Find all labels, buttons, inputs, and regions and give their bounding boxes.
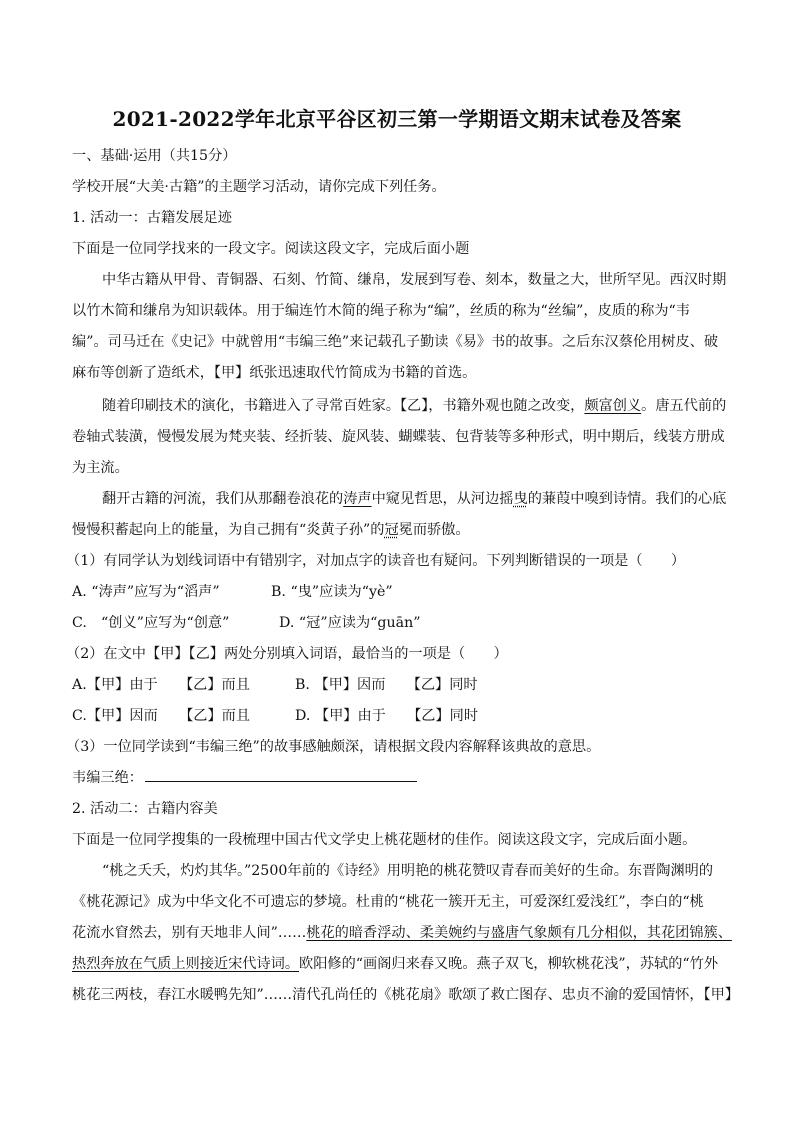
passage-line [72, 521, 742, 539]
passage-line: 以竹木简和缣帛为知识载体。用于编连竹木简的绳子称为“编”，丝质的称为“丝编”，皮质的称为“韦 [72, 303, 690, 319]
passage-text: 花流水窅然去，别有天地非人间”…… [72, 925, 307, 941]
option-a: A.【甲】由于 【乙】而且 [72, 677, 250, 693]
option-d: D. 【甲】由于 【乙】同时 [295, 708, 479, 724]
passage-line: 中华古籍从甲骨、青铜器、石刻、竹简、缣帛，发展到写卷、刻本，数量之大，世所罕见。西汉时期 [102, 272, 727, 288]
passage-text: 。唐五代前的 [641, 398, 727, 414]
passage-line: 《桃花源记》成为中华文化不可遗忘的梦境。杜甫的“桃花一簇开无主，可爱深红爱浅红”，李白的“桃 [72, 894, 704, 910]
passage-line: 编”。司马迁在《史记》中就曾用“韦编三绝”来记载孔子勤读《易》书的故事。之后东汉蔡伦用树皮、破 [72, 334, 719, 350]
option-c: C.【甲】因而 【乙】而且 [72, 708, 251, 724]
passage-text: 慢慢积蓄起向上的能量，为自己拥有“炎黄子孙”的 [72, 522, 385, 538]
passage-line: 麻布等创新了造纸术，【甲】纸张迅速取代竹简成为书籍的首选。 [72, 365, 477, 381]
underlined-sentence: 桃花的暗香浮动、柔美婉约与盛唐气象颇有几分相似，其花团锦簇、 [306, 925, 732, 941]
dotted-character: 冠 [384, 522, 399, 538]
option-d: D. “冠”应读为“guān” [279, 615, 421, 631]
activity2-heading: 2. 活动二：古籍内容美 [72, 801, 218, 817]
underlined-word: 颇富创义 [584, 398, 642, 414]
passage-text: 冕而骄傲。 [398, 522, 470, 538]
passage-line: 为主流。 [72, 460, 129, 476]
underlined-word: 涛声 [343, 491, 372, 507]
answer-label: 韦编三绝： [72, 770, 143, 786]
passage-line [72, 924, 742, 942]
passage-text: 欧阳修的“画阁归来春又晚。燕子双飞，柳软桃花浅”，苏轼的“竹外 [299, 956, 719, 972]
intro-text: 学校开展“大美·古籍”的主题学习活动，请你完成下列任务。 [72, 179, 446, 195]
passage-line: 卷轴式装潢，慢慢发展为梵夹装、经折装、旋风装、蝴蝶装、包背装等多种形式，明中期后，线装方册成 [72, 429, 725, 445]
passage-line [102, 490, 772, 508]
activity1-instruction: 下面是一位同学找来的一段文字。阅读这段文字，完成后面小题 [72, 241, 470, 257]
page-title: 2021-2022学年北京平谷区初三第一学期语文期末试卷及答案 [112, 107, 682, 131]
answer-blank[interactable] [145, 769, 417, 782]
dotted-character: 曳 [513, 491, 528, 507]
question-2: （2）在文中【甲】【乙】两处分别填入词语，最恰当的一项是（ ） [66, 646, 508, 662]
option-b: B. 【甲】因而 【乙】同时 [295, 677, 478, 693]
passage-text: 随着印刷技术的演化，书籍进入了寻常百姓家。【乙】，书籍外观也随之改变， [102, 398, 585, 414]
question-3: （3）一位同学读到“韦编三绝”的故事感触颇深，请根据文段内容解释该典故的意思。 [66, 739, 601, 755]
passage-line: 桃花三两枝，春江水暖鸭先知”……清代孔尚任的《桃花扇》歌颂了救亡图存、忠贞不渝的爱国情怀，【甲】 [72, 987, 739, 1003]
answer-line [72, 769, 742, 787]
underlined-sentence: 热烈奔放在气质上则接近宋代诗词。 [72, 956, 300, 972]
section-heading: 一、基础·运用（共15分） [72, 148, 237, 164]
passage-text: 中窥见哲思，从河边摇 [371, 491, 514, 507]
passage-text: 的蒹葭中嗅到诗情。我们的心底 [527, 491, 727, 507]
option-b: B. “曳”应读为“yè” [271, 584, 393, 600]
option-a: A. “涛声”应写为“滔声” [72, 584, 220, 600]
activity2-instruction: 下面是一位同学搜集的一段梳理中国古代文学史上桃花题材的佳作。阅读这段文字，完成后面小题。 [72, 832, 697, 848]
passage-text: 翻开古籍的河流，我们从那翻卷浪花的 [102, 491, 344, 507]
passage-line [102, 397, 772, 415]
passage-line: “桃之夭夭，灼灼其华。”2500年前的《诗经》用明艳的桃花赞叹青春而美好的生命。东晋陶渊明的 [102, 863, 714, 879]
activity1-heading: 1. 活动一：古籍发展足迹 [72, 210, 232, 226]
option-c: C. “创义”应写为“创意” [72, 615, 230, 631]
question-1: （1）有同学认为划线词语中有错别字，对加点字的读音也有疑问。下列判断错误的一项是（ ） [66, 553, 686, 569]
passage-line [72, 955, 742, 973]
